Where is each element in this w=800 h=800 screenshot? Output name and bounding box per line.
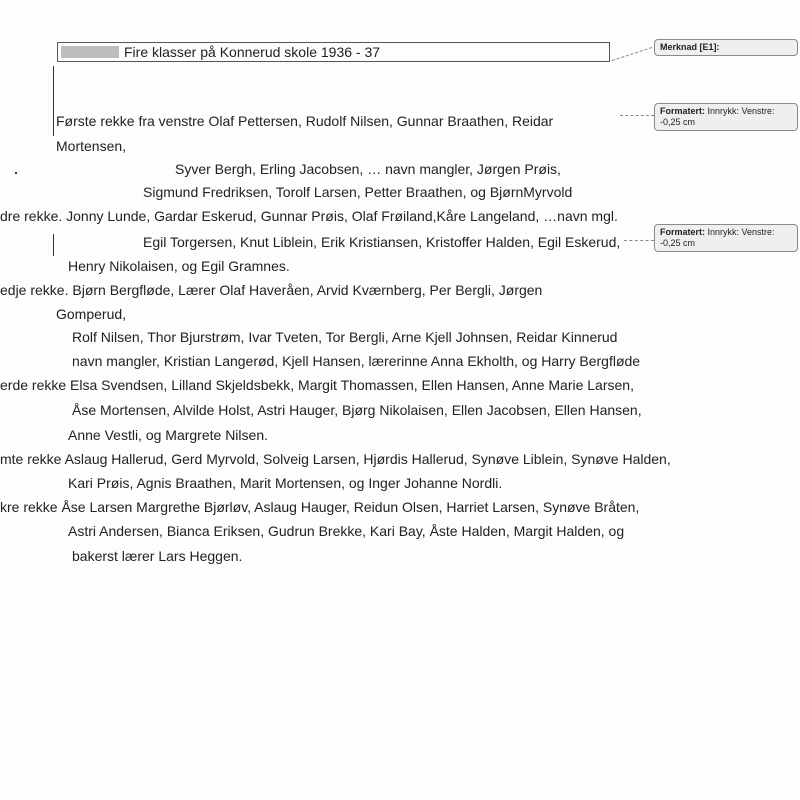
- text-line: Astri Andersen, Bianca Eriksen, Gudrun Brekke, Kari Bay, Åste Halden, Margit Halden, og: [68, 523, 625, 539]
- text-line: kre rekke Åse Larsen Margrethe Bjørløv, Aslaug Hauger, Reidun Olsen, Harriet Larsen, Synøve Bråten,: [0, 499, 640, 515]
- formatting-balloon[interactable]: [654, 224, 798, 252]
- formatting-label: Formatert:: [660, 106, 706, 116]
- comment-label: Merknad [E1]:: [660, 42, 720, 52]
- text-line: Åse Mortensen, Alvilde Holst, Astri Hauger, Bjørg Nikolaisen, Ellen Jacobsen, Ellen Hansen,: [72, 402, 642, 418]
- revision-bar: [53, 66, 54, 136]
- text-line: navn mangler, Kristian Langerød, Kjell Hansen, lærerinne Anna Ekholth, og Harry Bergfløde: [72, 353, 641, 369]
- text-line: Rolf Nilsen, Thor Bjurstrøm, Ivar Tveten, Tor Bergli, Arne Kjell Johnsen, Reidar Kinnerud: [72, 329, 618, 345]
- formatting-text: Innrykk: Venstre: -0,25 cm: [660, 227, 775, 248]
- document-title: Fire klasser på Konnerud skole 1936 - 37: [124, 44, 381, 60]
- text-line: edje rekke. Bjørn Bergfløde, Lærer Olaf Haveråen, Arvid Kværnberg, Per Bergli, Jørgen: [0, 282, 543, 298]
- text-line: Egil Torgersen, Knut Liblein, Erik Kristiansen, Kristoffer Halden, Egil Eskerud,: [143, 234, 621, 250]
- title-frame: [57, 42, 610, 62]
- formatting-text: Innrykk: Venstre: -0,25 cm: [660, 106, 775, 127]
- text-line: bakerst lærer Lars Heggen.: [72, 548, 243, 564]
- text-line: dre rekke. Jonny Lunde, Gardar Eskerud, Gunnar Prøis, Olaf Frøiland,Kåre Langeland, …navn mgl.: [0, 208, 618, 224]
- text-line: Kari Prøis, Agnis Braathen, Marit Mortensen, og Inger Johanne Nordli.: [68, 475, 503, 491]
- text-line: Første rekke fra venstre Olaf Pettersen, Rudolf Nilsen, Gunnar Braathen, Reidar: [56, 113, 554, 129]
- text-line: Gomperud,: [56, 306, 127, 322]
- comment-balloon[interactable]: [654, 39, 798, 56]
- text-line: Sigmund Fredriksen, Torolf Larsen, Petter Braathen, og BjørnMyrvold: [143, 184, 573, 200]
- text-line: Anne Vestli, og Margrete Nilsen.: [68, 427, 268, 443]
- title-highlight: [61, 46, 119, 58]
- text-line: mte rekke Aslaug Hallerud, Gerd Myrvold, Solveig Larsen, Hjørdis Hallerud, Synøve Liblein, Synøve Halden,: [0, 451, 671, 467]
- revision-bar: [53, 234, 54, 256]
- text-line: erde rekke Elsa Svendsen, Lilland Skjeldsbekk, Margit Thomassen, Ellen Hansen, Anne Marie Larsen,: [0, 377, 634, 393]
- formatting-balloon[interactable]: [654, 103, 798, 131]
- text-line: Henry Nikolaisen, og Egil Gramnes.: [68, 258, 290, 274]
- comment-connector: [624, 240, 654, 241]
- formatting-label: Formatert:: [660, 227, 706, 237]
- text-line: Syver Bergh, Erling Jacobsen, … navn mangler, Jørgen Prøis,: [175, 161, 561, 177]
- stray-mark: [15, 172, 17, 174]
- comment-connector: [612, 47, 652, 61]
- text-line: Mortensen,: [56, 138, 127, 154]
- comment-connector: [620, 115, 654, 116]
